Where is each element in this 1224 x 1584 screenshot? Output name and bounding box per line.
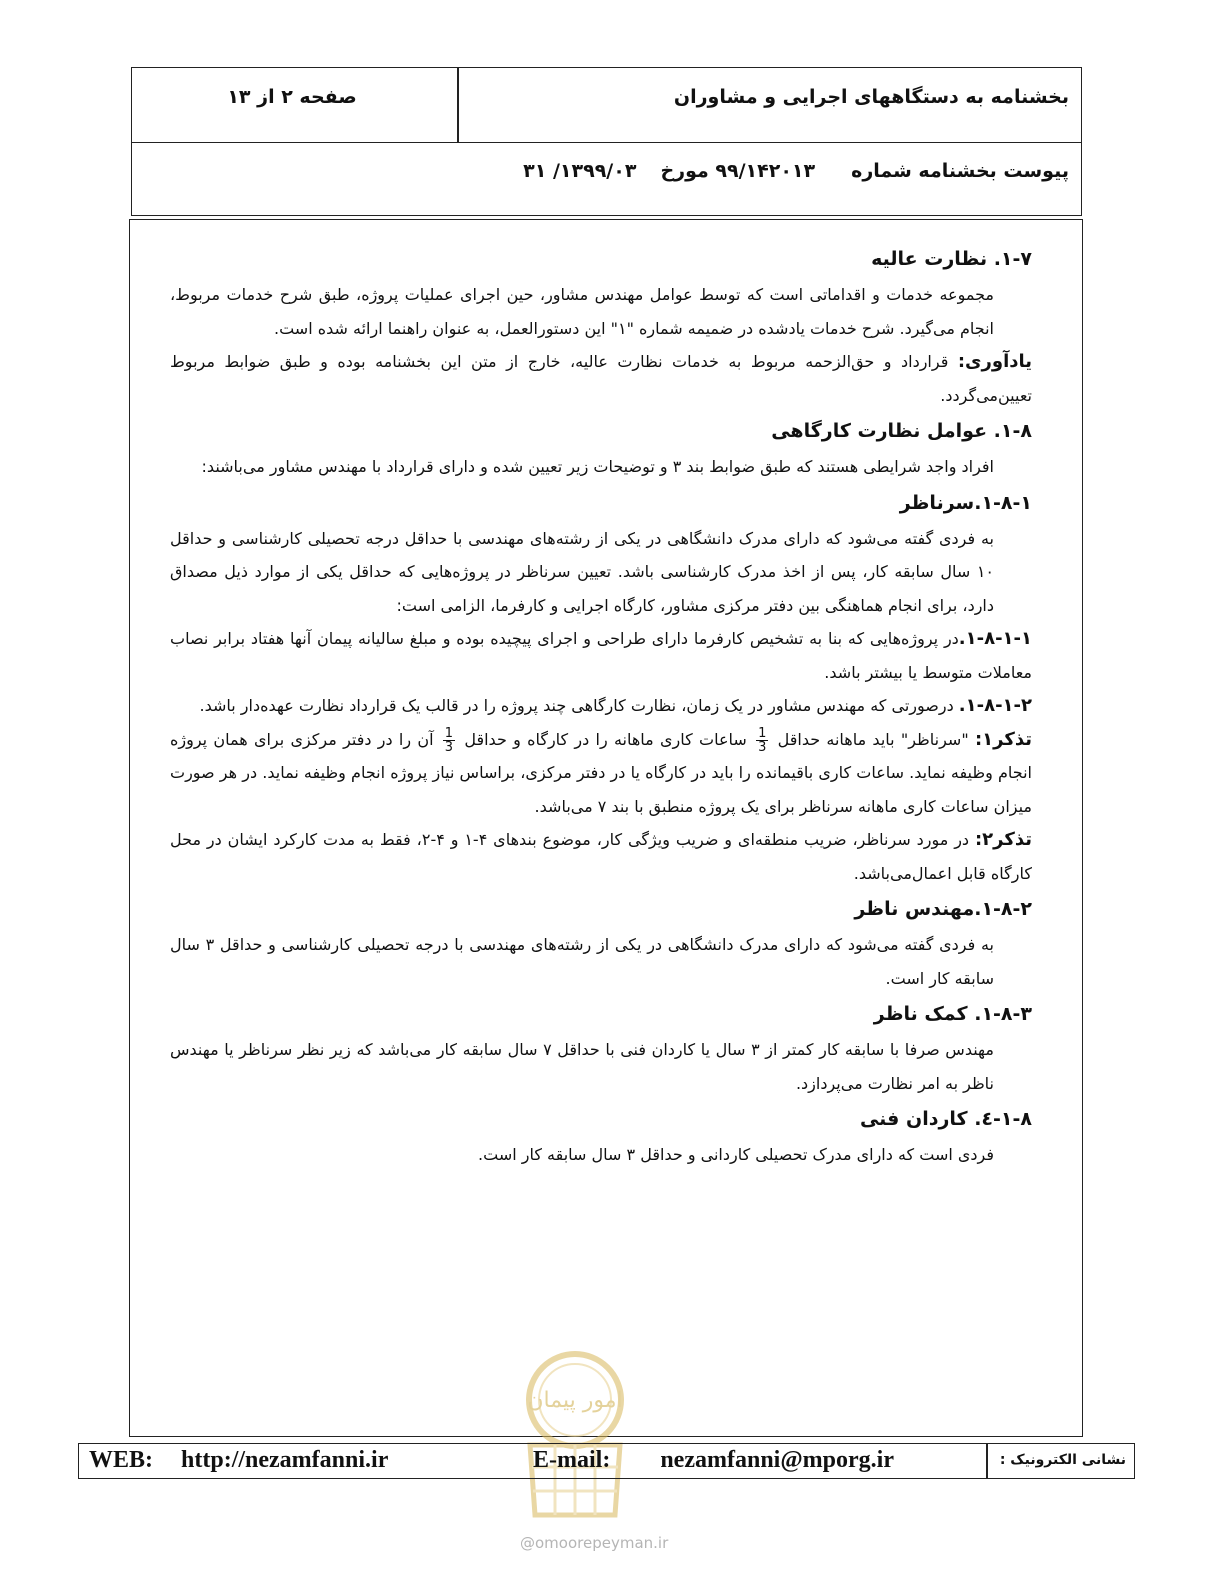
note-text-part: ساعات کاری ماهانه را در کارگاه و حداقل: [464, 729, 747, 749]
annex-prefix: پیوست بخشنامه شماره: [851, 160, 1069, 182]
document-header: [131, 67, 1082, 216]
clause-text: در پروژه‌هایی که بنا به تشخیص کارفرما دارای طراحی و اجرای پیچیده بوده و مبلغ سالیانه پیمان آنها هفتاد برابر نصاب معاملات متوسط یا بیشتر باشد.: [170, 629, 1032, 682]
note-text-part: "سرناظر" باید ماهانه حداقل: [777, 729, 969, 749]
section-heading-1-7: ۱-۷. نظارت عالیه: [871, 248, 1032, 270]
annex-date-label: مورخ: [660, 160, 709, 182]
clause-number: ۱-۸-۱-۱.: [958, 628, 1032, 649]
note-2: [170, 823, 1032, 890]
reminder-note: [170, 345, 1032, 412]
section-heading-1-8-3: ۱-۸-۳. کمک ناظر: [873, 1003, 1032, 1025]
annex-number: ۹۹/۱۴۲۰۱۳: [715, 160, 816, 182]
watermark-text: امور پیمان: [527, 1388, 623, 1413]
section-paragraph-1-7: مجموعه خدمات و اقداماتی است که توسط عوامل مهندس مشاور، حین اجرای عملیات پروژه، طبق شرح خدمات مربوط، انجام می‌گیرد. شرح خدمات یادشده در ضمیمه شماره "۱" این دستورالعمل، به عنوان راهنما ارائه شده است.: [170, 285, 994, 338]
footer-email: [533, 1447, 894, 1474]
email-label: E-mail:: [533, 1447, 611, 1473]
reminder-text: قرارداد و حق‌الزحمه مربوط به خدمات نظارت عالیه، خارج از متن این بخشنامه بوده و طبق ضوابط مربوط تعیین‌می‌گردد.: [170, 352, 1032, 405]
clause-text: درصورتی که مهندس مشاور در یک زمان، نظارت کارگاهی چند پروژه را در قالب یک قرارداد نظارت عهده‌دار باشد.: [199, 696, 954, 715]
note-label: تذکر۲:: [974, 829, 1032, 850]
section-heading-1-8-1: ۱-۸-۱.سرناظر: [899, 491, 1032, 514]
fraction-one-third: $\frac{1}{3}$: [758, 725, 767, 755]
clause-1-8-1-1: [170, 622, 1032, 689]
note-1: [170, 723, 1032, 824]
section-heading-1-8-4: ۱-۸-٤. کاردان فنی: [859, 1108, 1032, 1130]
note-text-part: آن را در دفتر مرکزی برای همان پروژه انجام وظیفه نماید. ساعات کاری باقیمانده را باید در کارگاه یا در دفتر مرکزی، براساس نیاز پروژه انجام وظیفه نماید. در هر صورت میزان ساعات کاری ماهانه سرناظر برای یک پروژه منطبق با بند ۷ می‌باشد.: [170, 729, 1032, 816]
note-label: تذکر۱:: [974, 728, 1032, 750]
email-link[interactable]: nezamfanni@mporg.ir: [660, 1447, 894, 1473]
note-text: در مورد سرناظر، ضریب منطقه‌ای و ضریب ویژگی کار، موضوع بندهای ۴-۱ و ۴-۲، فقط به مدت کارکرد ایشان در محل کارگاه قابل اعمال‌می‌باشد.: [170, 830, 1032, 883]
section-paragraph-1-8-3: مهندس صرفا با سابقه کار کمتر از ۳ سال یا کاردان فنی با حداقل ۷ سال سابقه کار می‌باشد که زیر نظر سرناظر یا مهندس ناظر به امر نظارت می‌پردازد.: [170, 1040, 995, 1093]
section-paragraph-1-8-2: به فردی گفته می‌شود که دارای مدرک دانشگاهی در یکی از رشته‌های مهندسی با درجه تحصیلی کارشناسی و حداقل ۳ سال سابقه کار است.: [170, 935, 994, 988]
section-paragraph-1-8: افراد واجد شرایطی هستند که طبق ضوابط بند ۳ و توضیحات زیر تعیین شده و دارای قرارداد با مهندس مشاور می‌باشند:: [201, 457, 994, 476]
document-body: [170, 240, 1032, 1172]
web-label: WEB:: [89, 1447, 154, 1473]
section-paragraph-1-8-4: فردی است که دارای مدرک تحصیلی کاردانی و حداقل ۳ سال سابقه کار است.: [478, 1145, 994, 1164]
section-paragraph-1-8-1: به فردی گفته می‌شود که دارای مدرک دانشگاهی در یکی از رشته‌های مهندسی با حداقل درجه تحصیلی کارشناسی و حداقل ۱۰ سال سابقه کار، پس از اخذ مدرک کارشناسی باشد. تعیین سرناظر در پروژه‌هایی که حداقل یکی از موارد ذیل مصداق دارد، برای انجام هماهنگی بین دفتر مرکزی مشاور، کارگاه اجرایی و کارفرما، الزامی است:: [170, 528, 994, 615]
footer-label: نشانی الکترونیک :: [999, 1452, 1126, 1468]
section-heading-1-8: ۱-۸. عوامل نظارت کارگاهی: [771, 420, 1032, 442]
clause-1-8-1-2: [170, 689, 1032, 723]
page-number: صفحه ۲ از ۱۳: [227, 86, 357, 108]
reminder-label: یادآوری:: [957, 351, 1033, 372]
circular-title: بخشنامه به دستگاههای اجرایی و مشاوران: [673, 86, 1069, 108]
clause-number: ۱-۸-۱-۲.: [958, 695, 1032, 716]
footer-web: [89, 1447, 388, 1474]
fraction-one-third: $\frac{1}{3}$: [444, 725, 454, 755]
annex-line: [523, 160, 1069, 182]
web-link[interactable]: http://nezamfanni.ir: [181, 1447, 389, 1473]
section-heading-1-8-2: ۱-۸-۲.مهندس ناظر: [854, 898, 1032, 920]
annex-date: ۱۳۹۹/۰۳/ ۳۱: [523, 160, 637, 182]
footer-bar: [78, 1443, 1135, 1479]
header-divider: [457, 68, 459, 142]
watermark-seal-icon: [510, 1345, 640, 1525]
footer-divider: [986, 1444, 988, 1478]
site-watermark: @omoorepeyman.ir: [520, 1534, 669, 1552]
